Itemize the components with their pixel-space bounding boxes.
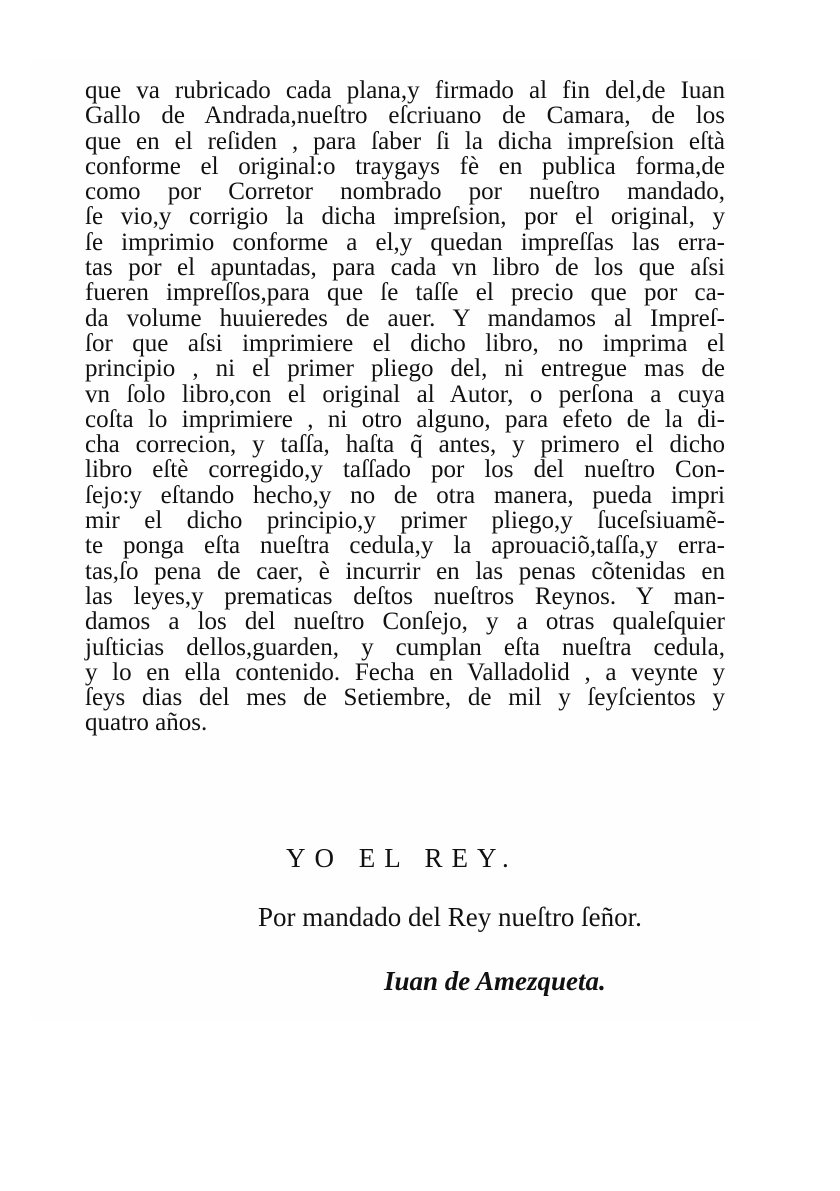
text-line: ſe vio,y corrigio la dicha impreſsion, por el original, y [85,203,725,231]
text-line: da volume huuieredes de auer. Y mandamos al Impreſ- [85,304,725,332]
text-line: coſta lo imprimiere , ni otro alguno, para efeto de la di- [85,405,725,433]
text-line: y lo en ella contenido. Fecha en Valladolid , a veynte y [85,658,725,686]
king-heading: YO EL REY. [286,843,518,873]
text-line: como por Corretor nombrado por nueſtro mandado, [85,178,725,206]
text-line: quatro años. [85,709,208,737]
text-line: mir el dicho principio,y primer pliego,y ſuceſsiuamẽ- [85,507,725,535]
by-order-line: Por mandado del Rey nueſtro ſeñor. [258,902,642,932]
text-line: ſeys dias del mes de Setiembre, de mil y ſeyſcientos y [85,684,725,712]
text-line: te ponga eſta nueſtra cedula,y la aprouaciõ,taſſa,y erra- [85,532,725,560]
text-line: tas,ſo pena de caer, è incurrir en las penas cõtenidas en [85,557,725,585]
document-body [85,78,725,736]
text-line: Gallo de Andrada,nueſtro eſcriuano de Camara, de los [85,102,725,130]
text-line: juſticias dellos,guarden, y cumplan eſta nueſtra cedula, [85,633,725,661]
text-line: cha correcion, y taſſa, haſta q̃ antes, y primero el dicho [85,431,725,459]
text-line: que va rubricado cada plana,y firmado al fin del,de Iuan [85,77,725,104]
text-line: las leyes,y prematicas deſtos nueſtros Reynos. Y man- [85,582,725,610]
text-line: ſe imprimio conforme a el,y quedan impreſſas las erra- [85,228,725,256]
text-line: tas por el apuntadas, para cada vn libro de los que aſsi [85,254,725,282]
signature: Iuan de Amezqueta. [384,966,606,996]
text-line: damos a los del nueſtro Conſejo, y a otras qualeſquier [85,608,725,636]
text-line: ſejo:y eſtando hecho,y no de otra manera, pueda impri [85,481,725,509]
text-line: ſor que aſsi imprimiere el dicho libro, no imprima el [85,329,725,357]
text-line: vn ſolo libro,con el original al Autor, o perſona a cuya [85,380,725,408]
text-line: que en el reſiden , para ſaber ſi la dicha impreſsion eſtà [85,127,725,155]
text-line: principio , ni el primer pliego del, ni entregue mas de [85,355,725,383]
text-line: fueren impreſſos,para que ſe taſſe el precio que por ca- [85,279,725,307]
text-line: libro eſtè corregido,y taſſado por los del nueſtro Con- [85,456,725,484]
text-line: conforme el original:o traygays fè en publica forma,de [85,152,725,180]
